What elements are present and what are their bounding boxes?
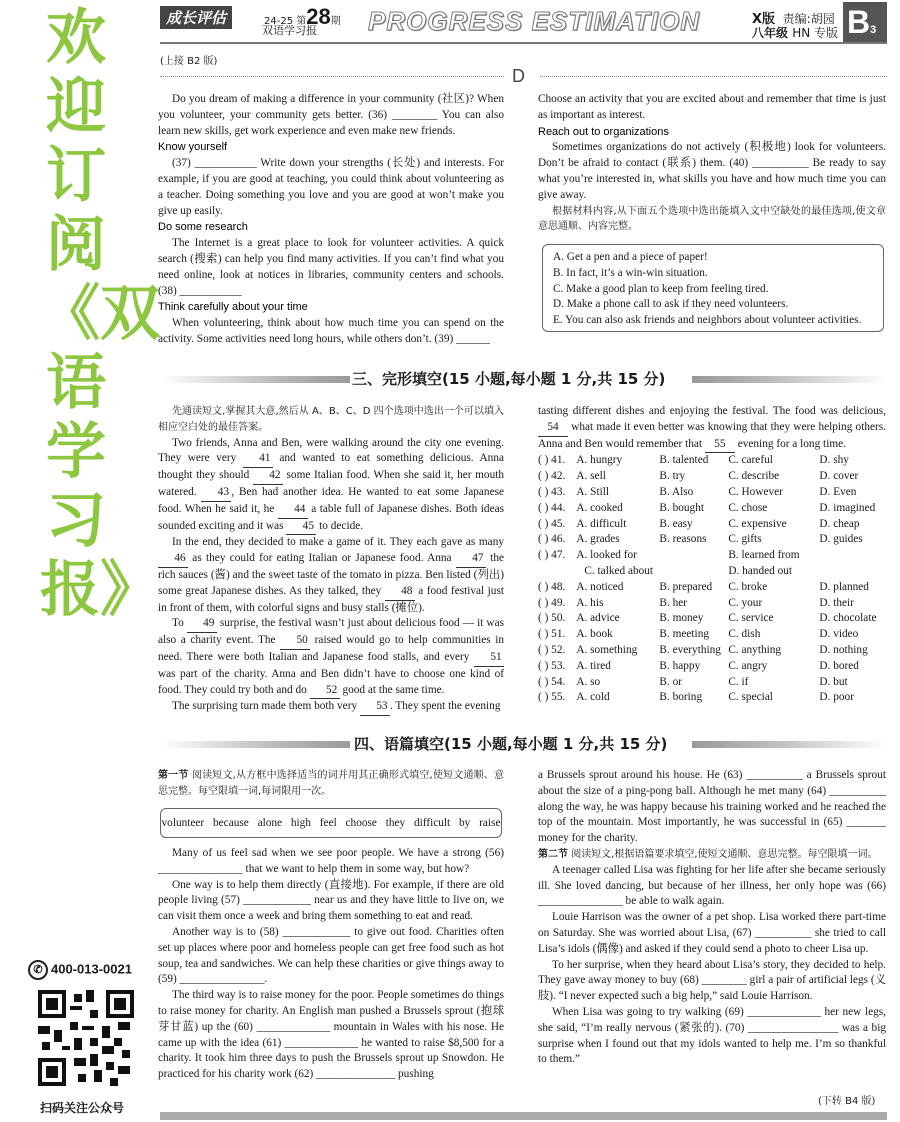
answer-slot: ( ) 51.: [538, 628, 566, 641]
paragraph: To 49 surprise, the festival wasn’t just about delicious food — it was also a charity event. The 50 raised would go to help communities in need. There were both Italian and Japanese food stalls, and every 51 was part of the charity. Anna and Ben didn’t have to choose one kind of food. They could try both and do 52 good at the same time.: [158, 616, 504, 699]
blank-number: 53: [360, 699, 390, 716]
option-d: D. cheap: [819, 517, 860, 530]
question-row: [538, 643, 886, 659]
answer-slot: ( ) 43.: [538, 485, 566, 498]
option-c: C. broke: [728, 580, 768, 593]
paragraph: Sometimes organizations do not actively (积极地) look for volunteers. Don’t be afraid to contact (联系) them. (40) __________ Be ready to say what you’re interested in, what skills you have and how much time you can give away.: [538, 141, 886, 201]
option-a: A. hungry: [576, 454, 623, 467]
answer-slot: ( ) 54.: [538, 675, 566, 688]
continued-from-note: (上接 B2 版): [160, 56, 218, 67]
option-a: A. something: [576, 643, 638, 656]
blank-number: 44: [278, 502, 308, 519]
option-c: C. anything: [728, 643, 782, 656]
answer-slot: ( ) 47.: [538, 549, 566, 562]
option-a: A. Still: [576, 485, 610, 498]
option-c: C. However: [728, 485, 783, 498]
option-c: C. gifts: [728, 533, 762, 546]
answer-slot: ( ) 45.: [538, 517, 566, 530]
question-row: [538, 659, 886, 675]
blank-number: 41: [243, 451, 273, 468]
option-b: [659, 564, 728, 580]
header-rule: [160, 42, 887, 44]
option-item: D. Make a phone call to ask if they need volunteers.: [553, 298, 789, 311]
option-b: B. Also: [659, 485, 694, 498]
paragraph: In the end, they decided to make a game of it. They each gave as many 46 as they could for eating Italian or Japanese food. Anna 47 the rich sauces (酱) and the sweet taste of the tomato in pizza. Ben listed (列出) some great Japanese dishes. As they talked, they 48 a food festival just in front of them, with colorful signs and busy stalls (摊位).: [158, 536, 504, 614]
blank-number: 48: [385, 584, 415, 601]
option-b: B. meeting: [659, 628, 709, 641]
question-row: [538, 453, 886, 469]
blank-number: 55: [705, 437, 735, 454]
option-item: B. In fact, it’s a win-win situation.: [553, 266, 708, 279]
option-a: A. difficult: [576, 517, 627, 530]
question-row: [538, 580, 886, 596]
hotline: [28, 960, 132, 980]
cloze-instruction: 先通读短文,掌握其大意,然后从 A、B、C、D 四个选项中选出一个可以填入相应空白处的最佳答案。: [158, 406, 504, 433]
option-a: A. cold: [576, 691, 610, 704]
cloze-passage: [158, 404, 504, 716]
option-b: B. prepared: [659, 580, 713, 593]
paragraph: Many of us feel sad when we see poor people. We have a strong (56) _______________ that we want to help them in some way, but how?: [158, 847, 504, 875]
paper-name: 双语学习报: [262, 24, 317, 37]
option-d: [819, 564, 886, 580]
option-c: C. if: [728, 675, 749, 688]
question-row: [538, 627, 886, 643]
paragraph: Louie Harrison was the owner of a pet shop. Lisa worked there part-time on Saturday. She was worried about Lisa, (67) __________ she tried to call Lisa’s idols (偶像) and asked if they could send a photo to cheer Lisa up.: [538, 911, 886, 955]
option-a: A. so: [576, 675, 601, 688]
question-row: [538, 596, 886, 612]
question-row: [538, 675, 886, 691]
task-instruction: 根据材料内容,从下面五个选项中选出能填入文中空缺处的最佳选项,使文章意思通顺、内容完整。: [538, 205, 886, 233]
column-brand: 成长评估: [160, 6, 232, 29]
paragraph: Two friends, Anna and Ben, were walking around the city one evening. They were very 41 and wanted to eat something delicious. Anna thought they should 42 some Italian food. When she said it, her mouth watered. 43 , Ben had another idea. He wanted to eat some Japanese food. When he said it, he 44 a table full of Japanese dishes. Both ideas sounded exciting and it was 45 to decide.: [158, 436, 504, 536]
qr-caption: 扫码关注公众号: [40, 1101, 125, 1115]
blank-number: 45: [286, 519, 316, 536]
section-bar: [692, 741, 887, 748]
grade-info: 八年级 HN 专版: [752, 26, 839, 40]
section3-title: 三、完形填空(15 小题,每小题 1 分,共 15 分): [352, 370, 666, 388]
paragraph: The third way is to raise money for the poor. People sometimes do things to raise money for charity. An English man pushed a Brussels sprout (抱球芽甘蓝) up the (60) _____________ mountain in Wales with his nose. He came up with the idea (61) _____________ he wanted to raise $8,500 for a charity. It took him three days to push the Brussels sprout up Snowdon. He practiced for his charity work (62) ______________ pushing: [158, 989, 504, 1081]
divider: [540, 76, 887, 77]
answer-slot: ( ) 52.: [538, 643, 566, 656]
option-c: C. angry: [728, 659, 768, 672]
blank-number: 47: [456, 551, 486, 568]
option-b: B. easy: [659, 517, 693, 530]
section-bar: [160, 741, 350, 748]
divider: [160, 76, 504, 77]
option-item: C. Make a good plan to keep from feeling tired.: [553, 282, 769, 295]
option-c: B. learned from: [728, 549, 800, 562]
word-bank: volunteer because alone high feel choose they difficult by raise: [160, 808, 502, 838]
reading-left-column: [158, 92, 504, 348]
progress-estimation-title: PROGRESS ESTIMATION: [368, 6, 700, 36]
section4-title: 四、语篇填空(15 小题,每小题 1 分,共 15 分): [354, 735, 668, 753]
issue-info: 24-25 第28期: [264, 4, 341, 29]
reading-right-column: [538, 92, 886, 235]
option-a: A. looked for: [576, 549, 637, 562]
section4-right-column: a Brussels sprout around his house. He (63) __________ a Brussels sprout about the size of a ping-pong ball. Although he met many (64) __________ along the way, he was happy because his training worked and he reached the top of the mountain. Most importantly, he was successful in (65) _______ money for the charity. 第二节 阅读短文,根据语篇要求填空,使短文通顺、意思完整。每空限填一词。 A teenager called Lisa was fighting for her life after she became seriously ill. She loved dancing, but because of her illness, her only hope was (66) _______________ be able to walk again. Louie Harrison was the owner of a pet shop. Lisa worked there part-time on Saturday. She was worried about Lisa, (67) __________ she tried to call Lisa’s idols (偶像) and asked if they could send a photo to cheer Lisa up. To her surprise, when they heard about Lisa’s story, they decided to help. They gave away money to buy (68) ________ girl a pair of artificial legs (义肢). “I never expected such a big help,” said Louie Harrison. When Lisa was going to try walking (69) _____________ her new legs, she said, “I’m really nervous (紧张的). (70) ________________ was a big surprise when I found out that my idols wanted to help me. I’m so thankful to them.”: [538, 768, 886, 1068]
question-row: [538, 564, 886, 580]
question-row: [538, 501, 886, 517]
paragraph: Another way is to (58) ____________ to give out food. Charities often set up places where poor and homeless people can get free food such as hot soup, tea and sandwiches. We can help these charities or give things away to (59) _______________.: [158, 925, 504, 986]
paragraph: When Lisa was going to try walking (69) _____________ her new legs, she said, “I’m really nervous (紧张的). (70) ________________ was a big surprise when I found out that my idols wanted to help me. I’m so thankful to them.”: [538, 1005, 886, 1066]
paragraph: The Internet is a great place to look for volunteer activities. A quick search (搜索) can help you find many activities. If you can’t find what you need online, look at notices in libraries, community centers and schools. (38) ___________: [158, 237, 504, 297]
issue-number: 28: [306, 4, 331, 29]
option-b: B. talented: [659, 454, 709, 467]
footer-bar: [160, 1112, 887, 1120]
subheading: Know yourself: [158, 141, 228, 154]
option-a: A. cooked: [576, 501, 623, 514]
section-bar: [160, 376, 350, 383]
option-item: A. Get a pen and a piece of paper!: [553, 251, 708, 263]
cloze-questions: [538, 453, 886, 706]
option-c: C. dish: [728, 628, 761, 641]
page-badge: B3: [843, 2, 887, 42]
blank-number: 42: [253, 468, 283, 485]
cloze-right-column: [538, 404, 886, 706]
option-c: C. expensive: [728, 517, 787, 530]
option-d: D. but: [819, 675, 848, 688]
question-row: [538, 611, 886, 627]
answer-slot: ( ) 49.: [538, 596, 566, 609]
option-c: C. special: [728, 691, 773, 704]
paragraph: (37) ___________ Write down your strengths (长处) and interests. For example, if you are good at teaching, you could think about volunteering as a teacher. Doing something you love and you are good at won’t make you give up easily.: [158, 157, 504, 217]
option-c: C. your: [728, 596, 763, 609]
blank-number: 51: [474, 650, 504, 667]
cloze-passage-end: tasting different dishes and enjoying the festival. The food was delicious, 54 what made it even better was knowing that they were helping others. Anna and Ben would remember that 55 evening for a long time.: [538, 404, 886, 453]
option-c: D. handed out: [728, 564, 793, 577]
option-b: B. happy: [659, 659, 701, 672]
blank-number: 46: [158, 551, 188, 568]
subheading: Think carefully about your time: [158, 301, 308, 314]
section4-left-column: [158, 846, 504, 1083]
paragraph: The surprising turn made them both very 53 . They spent the evening: [158, 699, 504, 716]
answer-slot: [538, 564, 576, 580]
edition-info: X版 责编:胡园: [752, 12, 835, 27]
answer-slot: ( ) 44.: [538, 501, 566, 514]
option-d: D. imagined: [819, 501, 876, 514]
option-d: D. cover: [819, 470, 859, 483]
option-item: E. You can also ask friends and neighbors about volunteer activities.: [553, 314, 862, 327]
paragraph: A teenager called Lisa was fighting for her life after she became seriously ill. She loved dancing, but because of her illness, her only hope was (66) _______________ be able to walk again.: [538, 863, 886, 908]
section-bar: [692, 376, 887, 383]
option-b: B. everything: [659, 643, 721, 656]
option-a: A. his: [576, 596, 604, 609]
option-b: B. her: [659, 596, 688, 609]
blank-number: 52: [310, 683, 340, 700]
option-c: C. careful: [728, 454, 773, 467]
paragraph: Do you dream of making a difference in your community (社区)? When you volunteer, your community gets better. (36) ________ You can also learn new skills, get work experience and even make new friends.: [158, 93, 504, 137]
answer-slot: ( ) 55.: [538, 691, 566, 704]
question-row: [538, 548, 886, 564]
qr-code[interactable]: [38, 990, 134, 1086]
subscription-banner: [0, 0, 160, 1122]
option-d: D. planned: [819, 580, 869, 593]
answer-slot: ( ) 41.: [538, 454, 566, 467]
option-b: B. bought: [659, 501, 704, 514]
option-d: D. shy: [819, 454, 849, 467]
option-a: C. talked about: [584, 564, 654, 577]
option-a: A. tired: [576, 659, 611, 672]
option-d: D. chocolate: [819, 612, 877, 625]
answer-slot: ( ) 48.: [538, 580, 566, 593]
option-b: B. money: [659, 612, 704, 625]
blank-number: 43: [201, 485, 231, 502]
passage-letter: D: [512, 66, 525, 86]
subheading: Do some research: [158, 221, 248, 234]
answer-slot: ( ) 46.: [538, 533, 566, 546]
option-a: A. sell: [576, 470, 606, 483]
option-d: D. nothing: [819, 643, 868, 656]
blank-number: 54: [538, 420, 568, 437]
option-d: D. poor: [819, 691, 854, 704]
option-d: D. guides: [819, 533, 863, 546]
continued-to-note: (下转 B4 版): [818, 1096, 876, 1107]
option-b: B. or: [659, 675, 683, 688]
option-c: C. describe: [728, 470, 780, 483]
question-row: [538, 469, 886, 485]
paragraph: When volunteering, think about how much time you can spend on the activity. Some activities need long hours, while others don’t. (39) ______: [158, 317, 504, 345]
option-d: [819, 548, 886, 564]
option-b: B. reasons: [659, 533, 707, 546]
option-b: [659, 548, 728, 564]
option-a: A. advice: [576, 612, 620, 625]
option-d: D. Even: [819, 485, 857, 498]
option-a: A. grades: [576, 533, 620, 546]
question-row: [538, 690, 886, 706]
paragraph: One way is to help them directly (直接地). For example, if there are old people living (57) ____________ near us and they have little to live on, we can visit them once a week and bring them something to eat and read.: [158, 878, 504, 923]
blank-number: 50: [280, 633, 310, 650]
question-row: [538, 485, 886, 501]
option-b: B. try: [659, 470, 686, 483]
option-d: D. bored: [819, 659, 859, 672]
option-c: C. service: [728, 612, 774, 625]
options-box: [542, 244, 884, 332]
option-d: D. video: [819, 628, 859, 641]
paragraph: To her surprise, when they heard about Lisa’s story, they decided to help. They gave away money to buy (68) ________ girl a pair of artificial legs (义肢). “I never expected such a big help,” said Louie Harrison.: [538, 958, 886, 1003]
banner-slogan: 欢迎订阅《双语学习报》: [40, 3, 160, 625]
paragraph: a Brussels sprout around his house. He (63) __________ a Brussels sprout about the size of a ping-pong ball. Although he met many (64) __________ along the way, he was happy because his training worked and he reached the top of the mountain. Most importantly, he was successful in (65) _______ money for the charity.: [538, 769, 886, 845]
option-a: A. noticed: [576, 580, 624, 593]
option-c: C. chose: [728, 501, 768, 514]
phone-icon: ✆: [28, 960, 48, 980]
part2-passage: [538, 863, 886, 1068]
option-d: D. their: [819, 596, 854, 609]
subheading: Reach out to organizations: [538, 125, 669, 138]
answer-slot: ( ) 42.: [538, 470, 566, 483]
blank-number: 49: [187, 616, 217, 633]
paragraph: Choose an activity that you are excited about and remember that time is just as important as interest.: [538, 93, 886, 121]
hotline-number: 400-013-0021: [51, 961, 132, 977]
question-row: [538, 517, 886, 533]
question-row: [538, 532, 886, 548]
part1-instruction: 第一节 阅读短文,从方框中选择适当的词并用其正确形式填空,使短文通顺、意思完整。每空限填一词,每词限用一次。: [158, 770, 505, 797]
option-b: B. boring: [659, 691, 703, 704]
answer-slot: ( ) 50.: [538, 612, 566, 625]
answer-slot: ( ) 53.: [538, 659, 566, 672]
option-a: A. book: [576, 628, 613, 641]
